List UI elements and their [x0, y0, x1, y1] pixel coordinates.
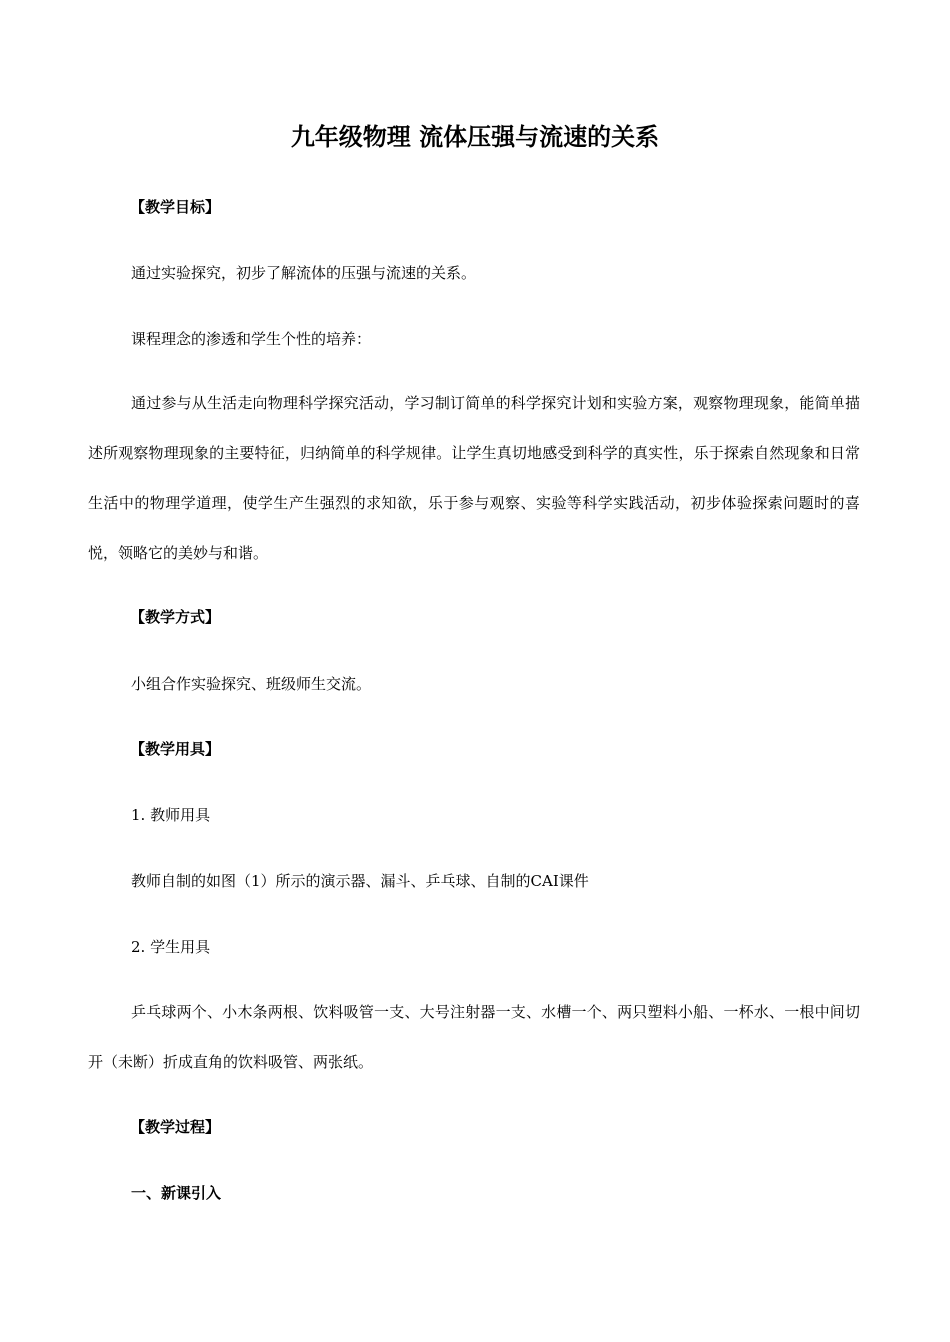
objective-text-2: 课程理念的渗透和学生个性的培养： [131, 330, 372, 348]
method-text: 小组合作实验探究、班级师生交流。 [131, 675, 372, 693]
process-step-heading: 一、新课引入 [131, 1184, 222, 1202]
section-heading-process: 【教学过程】 [130, 1118, 221, 1136]
tools-teacher-text: 教师自制的如图（1）所示的演示器、漏斗、乒乓球、自制的CAI课件 [131, 872, 589, 890]
section-heading-tools: 【教学用具】 [130, 740, 221, 758]
objective-text-1: 通过实验探究，初步了解流体的压强与流速的关系。 [131, 264, 477, 282]
section-heading-objectives: 【教学目标】 [130, 198, 221, 216]
section-heading-method: 【教学方式】 [130, 608, 221, 626]
tools-teacher-label: 1. 教师用具 [131, 806, 211, 824]
tools-student-paragraph: 乒乓球两个、小木条两根、饮料吸管一支、大号注射器一支、水槽一个、两只塑料小船、一杯水、一根中间切开（未断）折成直角的饮料吸管、两张纸。 [88, 1003, 860, 1071]
tools-student-label: 2. 学生用具 [131, 938, 211, 956]
document-title: 九年级物理 流体压强与流速的关系 [290, 122, 660, 151]
objective-paragraph: 通过参与从生活走向物理科学探究活动，学习制订简单的科学探究计划和实验方案，观察物理现象，能简单描述所观察物理现象的主要特征，归纳简单的科学规律。让学生真切地感受到科学的真实性，乐于探索自然现象和日常生活中的物理学道理，使学生产生强烈的求知欲，乐于参与观察、实验等科学实践活动，初步体验探索问题时的喜悦，领略它的美妙与和谐。 [88, 394, 860, 562]
